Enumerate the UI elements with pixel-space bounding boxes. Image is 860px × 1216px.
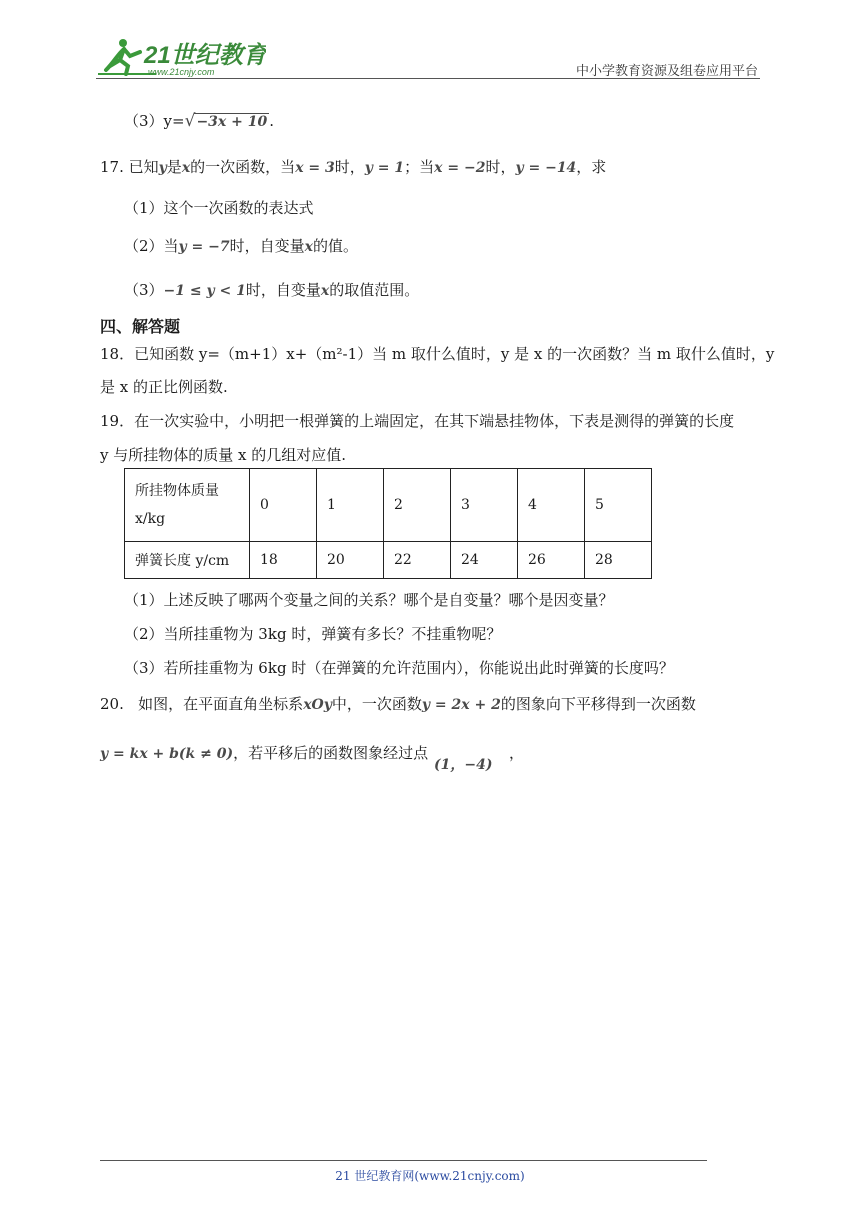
q17-text: ，求: [576, 158, 607, 176]
table-cell: 22: [384, 542, 451, 579]
q16-part3: [124, 110, 274, 131]
table-cell: 1: [317, 469, 384, 542]
q20-text: ，若平移后的函数图象经过点: [233, 744, 429, 762]
q20-number: 20.: [100, 695, 124, 713]
spring-data-table: [124, 468, 652, 579]
table-cell: 28: [585, 542, 652, 579]
q17-part2-text: （2）当: [124, 237, 179, 255]
table-cell: 0: [250, 469, 317, 542]
table-cell: 26: [518, 542, 585, 579]
math-function-kxb: y = kx + b(k ≠ 0): [100, 746, 234, 762]
math-x-eq-neg2: x = −2: [434, 160, 486, 176]
q20-line1: [100, 693, 696, 714]
footer-divider: [100, 1160, 707, 1161]
q17-part2-text: 的值。: [313, 237, 359, 255]
math-function: y = 2x + 2: [421, 697, 501, 713]
logo-main-text: 21世纪教育: [144, 42, 266, 69]
q19-line2: y 与所挂物体的质量 x 的几组对应值.: [100, 446, 347, 464]
table-cell: 18: [250, 542, 317, 579]
table-row: [125, 469, 652, 542]
math-x: x: [304, 239, 314, 255]
q20-line2: [100, 742, 428, 763]
q16-part3-prefix: （3）y=: [124, 112, 185, 130]
q17-part3-text: 时，自变量: [245, 281, 321, 299]
q17-text: ；当: [404, 158, 435, 176]
table-cell: 24: [451, 542, 518, 579]
table-header-cell: [125, 469, 250, 542]
q17-part2-text: 时，自变量: [229, 237, 305, 255]
runner-logo-icon: [96, 36, 266, 78]
q17-part1: （1）这个一次函数的表达式: [124, 199, 314, 217]
q17-number: 17.: [100, 158, 124, 176]
q19-line1: 19．在一次实验中，小明把一根弹簧的上端固定，在其下端悬挂物体，下表是测得的弹簧的长度: [100, 412, 735, 430]
q17-text: 时，: [334, 158, 365, 176]
math-xoy: xOy: [303, 697, 332, 713]
site-logo: [96, 36, 266, 78]
logo-url-text: www.21cnjy.com: [148, 67, 215, 77]
q16-radicand: −3x + 10: [196, 114, 268, 130]
math-y-eq-neg7: y = −7: [178, 239, 230, 255]
q17-text: 已知: [128, 158, 159, 176]
q17-text: 的一次函数，当: [190, 158, 296, 176]
q17-part3: [124, 279, 419, 300]
footer-text: 21 世纪教育网(www.21cnjy.com): [335, 1169, 525, 1183]
q17-text: 时，: [485, 158, 516, 176]
q16-suffix: .: [269, 112, 274, 130]
q17-stem: [100, 156, 606, 177]
q17-text: 是: [166, 158, 182, 176]
table-cell: 5: [585, 469, 652, 542]
math-inequality: −1 ≤ y < 1: [163, 283, 246, 299]
table-cell: 2: [384, 469, 451, 542]
header-divider: [96, 78, 760, 79]
q20-text: 中，一次函数: [331, 695, 422, 713]
sqrt-radical-icon: √: [184, 111, 196, 131]
q17-part3-text: （3）: [124, 281, 164, 299]
table-cell: 4: [518, 469, 585, 542]
q18-line2: 是 x 的正比例函数.: [100, 378, 228, 396]
q17-part3-text: 的取值范围。: [329, 281, 420, 299]
math-y-eq-neg14: y = −14: [515, 160, 577, 176]
table-header-line: 所挂物体质量: [135, 483, 219, 499]
header-platform-name: 中小学教育资源及组卷应用平台: [575, 64, 758, 79]
math-x-eq-3: x = 3: [295, 160, 335, 176]
q18-line1: 18．已知函数 y=（m+1）x+（m²-1）当 m 取什么值时，y 是 x 的一次函数？当 m 取什么值时，y: [100, 345, 775, 363]
math-y: y: [158, 160, 167, 176]
math-y-eq-1: y = 1: [364, 160, 405, 176]
table-header-line: x/kg: [135, 511, 166, 527]
table-row: [125, 542, 652, 579]
q20-trailing-comma: ，: [509, 744, 525, 762]
q19-part2: （2）当所挂重物为 3kg 时，弹簧有多长？不挂重物呢？: [124, 625, 502, 643]
q20-text: 如图，在平面直角坐标系: [138, 695, 304, 713]
table-header-cell: 弹簧长度 y/cm: [125, 542, 250, 579]
table-cell: 3: [451, 469, 518, 542]
q19-part3: （3）若所挂重物为 6kg 时（在弹簧的允许范围内），你能说出此时弹簧的长度吗？: [124, 659, 674, 677]
math-point: (1，−4): [434, 757, 493, 773]
math-x: x: [320, 283, 330, 299]
math-x: x: [181, 160, 191, 176]
q20-text: 的图象向下平移得到一次函数: [500, 695, 696, 713]
q19-part1: （1）上述反映了哪两个变量之间的关系？哪个是自变量？哪个是因变量？: [124, 591, 614, 609]
section-heading: 四、解答题: [100, 317, 181, 336]
q17-part2: [124, 235, 358, 256]
table-cell: 20: [317, 542, 384, 579]
